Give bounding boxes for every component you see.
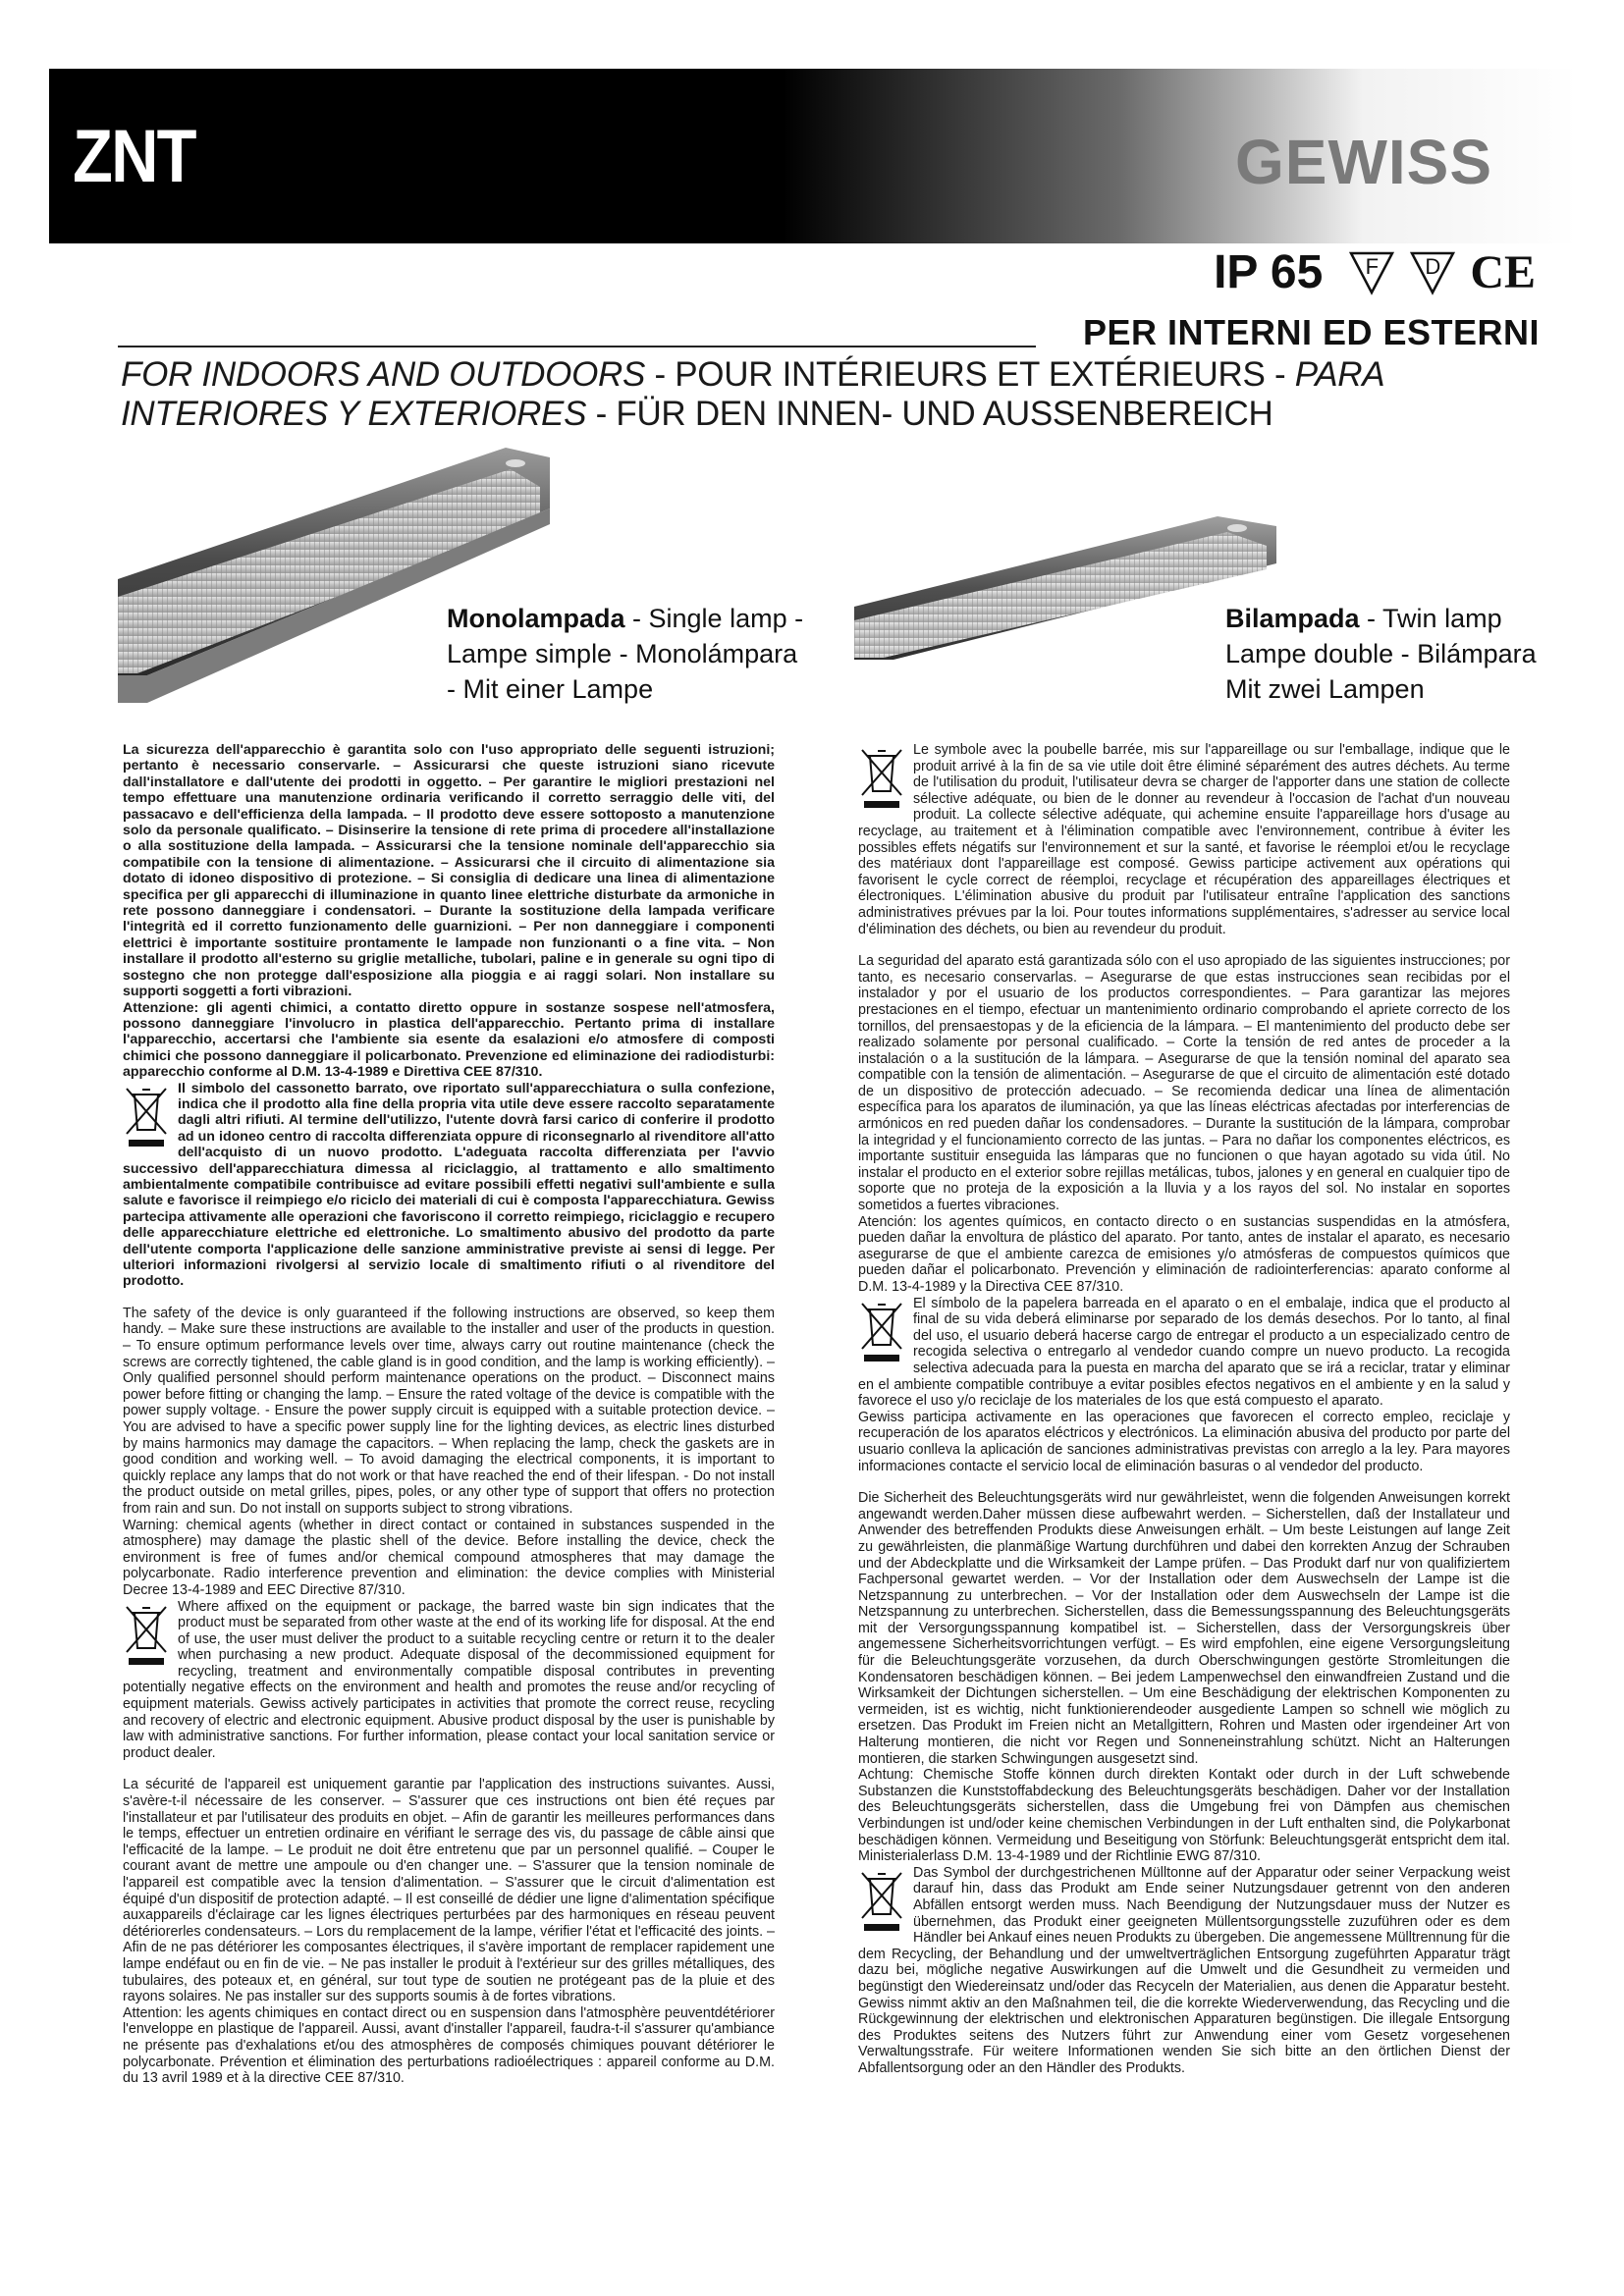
subtitle-translations: FOR INDOORS AND OUTDOORS - POUR INTÉRIEURS ET EXTÉRIEURS - PARA INTERIORES Y EXTERIORES - FÜR DEN INNEN- UND AUSSENBEREICH: [121, 355, 1383, 433]
twin-lamp-image: [854, 512, 1276, 660]
d-mark-icon: [1409, 250, 1456, 295]
en-paragraph-2: Warning: chemical agents (whether in direct contact or contained in substances suspended in the atmosphere) may damage the plastic shell of the device. Before installing the device, check the environment is free of fumes and/or chemical compound atmospheres that may damage the polycarbonate. Radio interference prevention and elimination: the device complies with Ministerial Decree 13-4-1989 and EEC Directive 87/310.: [123, 1517, 775, 1598]
waste-bin-icon: [858, 1298, 905, 1362]
section-spanish: [858, 953, 1510, 1474]
fr-paragraph-2: Attention: les agents chimiques en contact direct ou en suspension dans l'atmosphère peuventdétériorer l'enveloppe en plastique de l'appareil. Aussi, avant d'installer l'appareil, faudra-t-il s'assurer qu'ambiance ne présente pas d'exhalations et/ou des atmosphères de composés chimiques pouvant détériorer le polycarbonate. Prévention et élimination des perturbations radioélectriques : appareil conforme au D.M. du 13 avril 1989 et à la directive CEE 87/310.: [123, 2004, 775, 2087]
single-lamp-caption: Monolampada - Single lamp - Lampe simple - Monolámpara - Mit einer Lampe: [447, 604, 804, 704]
it-paragraph-1: La sicurezza dell'apparecchio è garantita solo con l'uso appropriato delle seguenti istruzioni; pertanto è necessario conservarle. – Assicurarsi che queste istruzioni siano ricevute dall'installatore e dall'utente dei prodotti in oggetto. – Per garantire le migliori prestazioni nel tempo effettuare una manutenzione ordinaria verificando il corretto serraggio delle viti, del passacavo e dell'efficienza della lampada. – Il prodotto deve essere sottoposto a manutenzione solo da personale qualificato. – Disinserire la tensione di rete prima di procedere all'installazione o alla sostituzione della lampada. – Assicurarsi che la tensione nominale dell'apparecchio sia compatibile con la tensione di alimentazione. – Assicurarsi che il circuito di alimentazione sia dotato di idoneo dispositivo di protezione. – Si consiglia di dedicare una linea di alimentazione specifica per gli apparecchi di illuminazione in quanto linee elettriche disturbate da armoniche in rete possono danneggiare i condensatori. – Durante la sostituzione della lampada verificare l'integrità ed il corretto funzionamento delle guarnizioni. – Per non danneggiare i componenti elettrici è importante sostituire prontamente le lampade non funzionanti o a fine vita. – Non installare il prodotto all'esterno su griglie metalliche, tubolari, paline e in generale su ogni tipo di sostegno che non protegge dall'esposizione alla pioggia e ai raggi solari. Non installare su supporti soggetti a forti vibrazioni.: [123, 742, 775, 1000]
subtitle-fr: POUR INTÉRIEURS ET EXTÉRIEURS: [675, 355, 1266, 394]
brand-logo: GEWISS: [1235, 127, 1493, 197]
title-italian: PER INTERNI ED ESTERNI: [1082, 312, 1540, 352]
single-lamp-name: Monolampada: [447, 604, 625, 633]
waste-bin-icon: [858, 1867, 905, 1932]
es-paragraph-1: La seguridad del aparato está garantizada sólo con el uso apropiado de las siguientes instrucciones; por tanto, es necesario conservarlas. – Asegurarse de que estas instrucciones sean recibidas por el instalador y por el usuario de los productos correspondientes. – Para garantizar las mejores prestaciones en el tiempo, efectuar un mantenimiento ordinario comprobando el apriete correcto de los tornillos, del prensaestopas y de la eficiencia de la lámpara. – El mantenimiento del producto debe ser realizado solamente por personal cualificado. – Corte la tensión de red antes de proceder a la instalación o a la sustitución de la lámpara. – Asegurarse de que la tensión nominal del aparato sea compatible con la tensión de alimentación. – Asegurarse de que el circuito de alimentación esté dotado de un dispositivo de protección adecuado. – Se recomienda dedicar una línea de alimentación específica para los aparatos de iluminación, ya que las líneas eléctricas afectadas por interferencias de armónicos en red pueden dañar los condensadores. – Durante la sustitución de la lámpara, comprobar la integridad y el funcionamiento correcto de las juntas. – Para no dañar los componentes eléctricos, es importante sustituir enseguida las lámparas que no funcionen o que hayan agotado su vida útil. No instalar el producto en el exterior sobre rejillas metálicas, tubos, jalones y en general en cualquier tipo de soporte que no proteja de la exposición a la lluvia y a los rayos del sol. No instalar en soportes sometidos a fuertes vibraciones.: [858, 953, 1510, 1214]
d-mark-label: D: [1425, 253, 1441, 279]
es-paragraph-2: Atención: los agentes químicos, en contacto directo o en sustancias suspendidas en la atmósfera, pueden dañar la envoltura de plástico del aparato. Por tanto, antes de instalar el aparato, es necesario asegurarse de que el ambiente carezca de emisiones y/o atmósferas de compuestos químicos que pueden dañar el policarbonato. Prevención y eliminación de radiointerferencias: aparato conforme al D.M. 13-4-1989 y la Directiva CEE 87/310.: [858, 1213, 1510, 1295]
de-paragraph-2: Achtung: Chemische Stoffe können durch direkten Kontakt oder durch in der Luft schwebende Substanzen die Kunststoffabdeckung des Beleuchtungsgeräts beschädigen. Daher vor der Installation des Beleuchtungsgeräts sicherstellen, dass die Umgebung frei von Dämpfen aus chemischen Verbindungen ist und/oder keine chemischen Verbindungen in der Luft enthalten sind, die Polykarbonat beschädigen können. Vermeidung und Beseitigung von Störfunk: Beleuchtungsgerät entspricht dem ital. Ministerialerlass D.M. 13-4-1989 und der Richtlinie EWG 87/310.: [858, 1767, 1510, 1865]
left-column: [123, 742, 775, 2103]
twin-lamp-caption: Bilampada - Twin lamp Lampe double - Bilámpara Mit zwei Lampen: [1225, 604, 1537, 704]
fr-paragraph-1: La sécurité de l'appareil est uniquement garantie par l'application des instructions suivantes. Aussi, s'avère-t-il nécessaire de les conserver. – S'assurer que ces instructions ont bien été reçues par l'installateur et par l'utilisateur des produits en objet. – Afin de garantir les meilleures performances dans le temps, effectuer un entretien ordinaire en vérifiant le serrage des vis, du passage de câble ainsi que l'efficacité de la lampe. – Le produit ne doit être entretenu que par un personnel qualifié. – Couper le courant avant de mettre une ampoule ou d'en changer une. – S'assurer que la tension nominale de l'appareil est compatible avec la tension d'alimentation. – S'assurer que le circuit d'alimentation est équipé d'un dispositif de protection adapté. – Il est conseillé de dédier une ligne d'alimentation spécifique auxappareils d'éclairage car les lignes électriques perturbées par des harmoniques en réseau peuvent détériorerles condensateurs. – Lors du remplacement de la lampe, vérifier l'état et l'efficacité des joints. – Afin de ne pas détériorer les composantes électriques, il s'avère important de remplacer rapidement une lampe endéfaut ou en fin de vie. – Ne pas installer le produit à l'extérieur sur des grilles métalliques, des tubulaires, des poteaux et, en général, sur tout type de soutien ne protégeant pas de la pluie et des rayons solaires. Ne pas installer sur des supports soumis à de fortes vibrations.: [123, 1777, 775, 2005]
subtitle-de: FÜR DEN INNEN- UND AUSSENBEREICH: [616, 395, 1273, 433]
es-paragraph-3: El símbolo de la papelera barreada en el aparato o en el embalaje, indica que el producto al final de su vida deberá eliminarse por separado de los demás desechos. Por lo tanto, al final del uso, el usuario deberá hacerse cargo de entregar el producto a un especializado centro de recogida selectiva o entregarlo al vendedor cuando compre un nuevo producto. La recogida selectiva adecuada para la puesta en marcha del aparato que se irá a reciclar, tratar y eliminar en el ambiente compatible contribuye a evitar posibles efectos negativos en el ambiente y en la salud y favorece el uso y/o reciclaje de los materiales de los que está compuesto el aparato.: [858, 1295, 1510, 1410]
es-paragraph-4: Gewiss participa activamente en las operaciones que favorecen el correcto empleo, reciclaje y recuperación de los aparatos eléctricos y electrónicos. La eliminación abusiva del producto por parte del usuario conlleva la aplicación de sanciones administrativas previstas con arreglo a la ley. Para mayores informaciones contacte el servicio local de eliminación basuras o al vendedor del producto.: [858, 1409, 1510, 1474]
section-german: [858, 1490, 1510, 2076]
f-mark-label: F: [1365, 253, 1380, 279]
section-italian: [123, 742, 775, 1290]
waste-bin-icon: [123, 1601, 170, 1666]
section-english: [123, 1306, 775, 1762]
waste-bin-icon: [858, 744, 905, 809]
subtitle-en: FOR INDOORS AND OUTDOORS: [121, 355, 646, 394]
section-french-disposal: [858, 742, 1510, 937]
title-divider: [118, 346, 1036, 347]
product-code: ZNT: [73, 115, 195, 198]
ip-rating: IP 65: [1214, 246, 1324, 298]
en-paragraph-3: Where affixed on the equipment or package, the barred waste bin sign indicates that the product must be separated from other waste at the end of its working life for disposal. At the end of use, the user must deliver the product to a suitable recycling centre or return it to the dealer when purchasing a new product. Adequate disposal of the decommissioned equipment for recycling, treatment and environmentally compatible disposal contributes in preventing potentially negative effects on the environment and health and promotes the reuse and/or recycling of equipment materials. Gewiss actively participates in activities that promote the correct reuse, recycling and recovery of electric and electronic equipment. Abusive product disposal by the user is punishable by law with administrative sanctions. For further information, please contact your local sanitation service or product dealer.: [123, 1598, 775, 1761]
ratings-row: [1214, 245, 1536, 299]
fr-paragraph-3: Le symbole avec la poubelle barrée, mis sur l'appareillage ou sur l'emballage, indique que le produit arrivé à la fin de sa vie utile doit être éliminé séparément des autres déchets. Au terme de l'utilisation du produit, l'utilisateur devra se charger de l'apporter dans une station de collecte sélective adéquate, ou bien de le donner au revendeur à l'occasion de l'achat d'un nouveau produit. La collecte sélective adéquate, qui achemine ensuite l'appareillage hors d'usage au recyclage, au traitement et à l'élimination compatible avec l'environnement, contribue à éviter les possibles effets négatifs sur l'environnement et sur la santé, et favorise le réemploi et/ou le recyclage des matériaux dont l'appareillage est composé. Gewiss participe activement aux opérations qui favorisent le cycle correct de réemploi, recyclage et récupération des appareillages électriques et électroniques. L'élimination abusive du produit par l'utilisateur entraîne l'application des sanctions administratives prévues par la loi. Pour toutes informations supplémentaires, s'adresser au service local d'élimination des déchets, ou bien au revendeur du produit.: [858, 742, 1510, 937]
it-paragraph-2: Attenzione: gli agenti chimici, a contatto diretto oppure in sostanze sospese nell'atmosfera, possono danneggiare l'involucro in plastica dell'apparecchio. Pertanto prima di installare l'apparecchio, accertarsi che l'ambiente sia esente da esalazioni e/o atmosfere di composti chimici che possono danneggiare il policarbonato. Prevenzione ed eliminazione dei radiodisturbi: apparecchio conforme al D.M. 13-4-1989 e Direttiva CEE 87/310.: [123, 999, 775, 1081]
right-column: [858, 742, 1510, 2093]
en-paragraph-1: The safety of the device is only guaranteed if the following instructions are observed, so keep them handy. – Make sure these instructions are available to the installer and user of the products in question. – To ensure optimum performance levels over time, always carry out routine maintenance (check the screws are correctly tightened, the cable gland is in good condition, and the lamp is working efficiently). – Only qualified personnel should perform maintenance operations on the product. – Disconnect mains power before fitting or changing the lamp. – Ensure the rated voltage of the device is compatible with the power supply voltage. - Ensure the power supply circuit is equipped with a suitable protection device. – You are advised to have a specific power supply line for the lighting devices, as electric lines disturbed by mains harmonics may damage the capacitors. – When replacing the lamp, check the gaskets are in good condition and working well. – To avoid damaging the electrical components, it is important to quickly replace any lamps that do not work or that have reached the end of their lifespan. - Do not install the product outside on metal grilles, pipes, poles, or any other type of support that offers no protection from rain and sun. Do not install on supports subject to strong vibrations.: [123, 1305, 775, 1517]
it-paragraph-3: Il simbolo del cassonetto barrato, ove riportato sull'apparecchiatura o sulla confezione, indica che il prodotto alla fine della propria vita utile deve essere raccolto separatamente dagli altri rifiuti. Al termine dell'utilizzo, l'utente dovrà farsi carico di conferire il prodotto ad un idoneo centro di raccolta differenziata oppure di riconsegnarlo al rivenditore all'atto dell'acquisto di un nuovo prodotto. L'adeguata raccolta differenziata per l'avvio successivo dell'apparecchiatura dimessa al riciclaggio, al trattamento e allo smaltimento ambientalmente compatibile contribuisce ad evitare possibili effetti negativi sull'ambiente e sulla salute e favorisce il reimpiego e/o riciclo dei materiali di cui è composta l'apparecchiatura. Gewiss partecipa attivamente alle operazioni che favoriscono il corretto reimpiego, riciclaggio e recupero delle apparecchiature elettriche ed elettroniche. Lo smaltimento abusivo del prodotto da parte dell'utente comporta l'applicazione delle sanzione amministrative previste ai sensi di legge. Per ulteriori informazioni rivolgersi al servizio locale di smaltimento rifiuti o al rivenditore del prodotto.: [123, 1080, 775, 1290]
de-paragraph-1: Die Sicherheit des Beleuchtungsgeräts wird nur gewährleistet, wenn die folgenden Anweisungen korrekt angewandt werden.Daher müssen diese aufbewahrt werden. – Sicherstellen, daß der Installateur und Anwender des betreffenden Produkts diese Anweisungen erhält. – Um beste Leistungen auf lange Zeit zu gewährleisten, die planmäßige Wartung durchführen und dabei den korrekten Anzug der Schrauben und der Abdeckplatte und die Wirksamkeit der Lampe prüfen. – Das Produkt darf nur von qualifiziertem Fachpersonal gewartet werden. – Vor der Installation oder dem Auswechseln der Lampe ist die Netzspannung zu unterbrechen. – Vor der Installation oder dem Auswechseln der Lampe ist die Netzspannung zu unterbrechen. Sicherstellen, dass die Bemessungsspannung des Beleuchtungsgeräts mit der Versorgungsspannung kompatibel ist. – Sicherstellen, dass der Versorgungskreis über angemessene Sicherheitsvorrichtungen verfügt. – Es wird empfohlen, eine eigene Versorgungsleitung für die Beleuchtungsgeräte vorzusehen, da durch Oberschwingungen gestörte Stromleitungen die Kondensatoren beschädigen können. – Bei jedem Lampenwechsel den einwandfreien Zustand und die Wirksamkeit der Dichtungen sicherstellen. – Um eine Beschädigung der elektrischen Komponenten zu vermeiden, ist es wichtig, nicht funktionierendeoder ausgediente Lampen so schnell wie möglich zu ersetzen. Das Produkt im Freien nicht an Metallgittern, Rohren und Masten oder irgendeiner Art von Halterung montieren, die nicht vor Regen und Sonneneinstrahlung schützt. Nicht an Halterungen montieren, die starken Schwingungen ausgesetzt sind.: [858, 1490, 1510, 1767]
section-french: [123, 1777, 775, 2086]
subtitle-es: PARA INTERIORES Y EXTERIORES: [121, 355, 1383, 433]
f-mark-icon: [1348, 250, 1395, 295]
twin-lamp-name: Bilampada: [1225, 604, 1360, 633]
ce-mark: CE: [1470, 246, 1536, 298]
de-paragraph-3: Das Symbol der durchgestrichenen Mülltonne auf der Apparatur oder seiner Verpackung weist darauf hin, dass das Produkt am Ende seiner Nutzungsdauer getrennt von den anderen Abfällen entsorgt werden muss. Nach Beendigung der Nutzungsdauer muss der Nutzer es übernehmen, das Produkt einer geeigneten Müllentsorgungsstelle zuzuführen oder es dem Händler bei Ankauf eines neuen Produkts zu übergeben. Die angemessene Mülltrennung für die dem Recycling, der Behandlung und der umweltverträglichen Entsorgung zugeführten Apparatur trägt dazu bei, mögliche negative Auswirkungen auf die Umwelt und die Gesundheit zu vermeiden und begünstigt den Wiedereinsatz und/oder das Recyceln der Materialien, aus denen die Apparatur besteht. Gewiss nimmt aktiv an den Maßnahmen teil, die die korrekte Wiederverwendung, das Recycling und die Rückgewinnung der elektrischen und elektronischen Apparaturen begünstigen. Die illegale Entsorgung des Produktes seitens des Nutzers führt zur Anwendung einer vom Gesetz vorgesehenen Verwaltungsstrafe. Für weitere Informationen wenden Sie sich bitte an den örtlichen Dienst der Abfallentsorgung oder an den Händler des Produkts.: [858, 1864, 1511, 2076]
waste-bin-icon: [123, 1083, 170, 1148]
